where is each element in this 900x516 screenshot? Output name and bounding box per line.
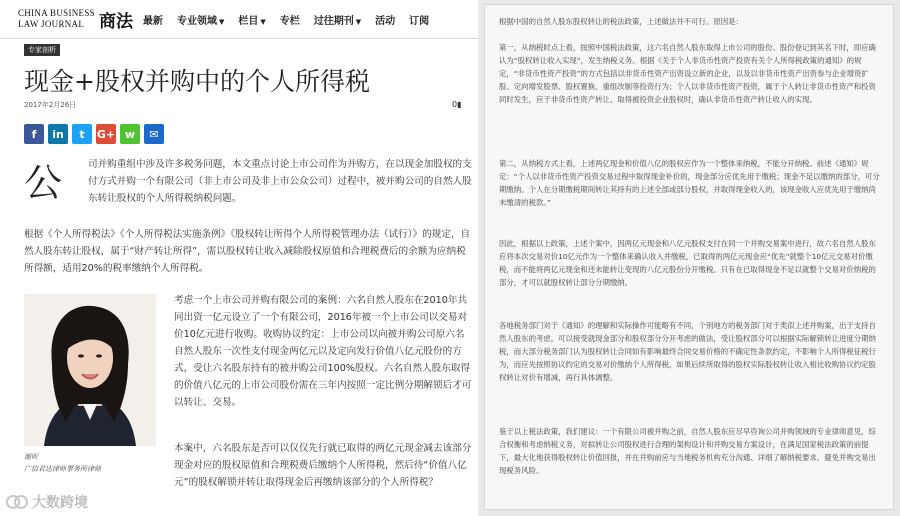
watermark [6,492,88,512]
wechat-share-button[interactable] [120,124,140,144]
linkedin-icon: in [52,127,64,141]
chevron-down-icon: ▼ [355,17,362,26]
right-paragraph-2: 第一，从纳税时点上看，按照中国税法政策，这六名自然人股东取得上市公司的股份、股份登记到其名下时，即应确认为“股权转让收入实现”，发生纳税义务。根据《关于个人非货币性资产投资有关个人所得税政策的通知》的规定，“非货币性资产投资”的方式包括以非货币性资产出资设立新的企业，以及以非货币性资产出资参与企业增资扩股、定向增发股票、股权置换、重组改制等投资行为；个人以非货币性资产投资，属于个人转让非货币性资产和投资同时发生，应于非货币性资产转让、取得被投资企业股权时，确认非货币性资产转让收入的实现。 [499,43,876,104]
site-header [0,0,478,39]
nav-special-column[interactable]: 专栏 [279,15,300,27]
email-icon: ✉ [149,127,159,141]
nav-practice-areas[interactable]: 专业领域 ▼ [176,15,225,27]
nav-events[interactable]: 活动 [375,15,396,27]
logo-line1: CHINA BUSINESS [18,8,95,18]
right-paragraph-6: 鉴于以上税法政策，我们建议：一个有限公司被并购之前，自然人股东应尽早咨询公司并购领域的专业律师意见，综合权衡和考虑纳税义务，对拟转让公司股权进行合理的架构设计和并购交易方案设计，在满足国家税法政策的前提下，最大化地获得股权转让价值回报，并在并购前应与当地税务机构充分沟通、详细了解纳税要求，避免并购交易出现税务风险。 [499,427,876,475]
chevron-down-icon: ▼ [218,17,225,26]
googleplus-share-button[interactable] [96,124,116,144]
article-paragraph-4: 本案中，六名股东是否可以仅仅先行就已取得的两亿元现金减去该部分现金对应的股权原值和合理税费后缴纳个人所得税，然后待“价值八亿元”的股权解锁并转让取得现金后再缴纳该部分的个人所得税？ [174,443,472,488]
site-logo[interactable] [18,7,133,32]
wechat-icon: w [124,127,136,141]
linkedin-share-button[interactable] [48,124,68,144]
page-title: 现金+股权并购中的个人所得税 [24,67,370,96]
comment-count[interactable]: 0▮ [452,100,462,109]
nav-past-issues[interactable]: 过往期刊 ▼ [313,15,362,27]
twitter-icon: t [79,127,85,141]
facebook-share-button[interactable] [24,124,44,144]
right-paragraph-4: 因此，根据以上政策，上述个案中，因两亿元现金和八亿元股权支付在同一个并购交易案中进行，故六名自然人股东应将本次交易对价10亿元作为一个整体来确认收入并缴税，已取得的两亿元现金应“优先”就整个10亿元交易对价缴税，而不能将两亿元现金和还未能转让变现的八亿元股份分开缴税。只有在已取得现金不足以就整个交易对价纳税的部分，才可以就股权转让部分分期缴纳。 [499,239,876,287]
nav-columns[interactable]: 栏目 ▼ [238,15,266,27]
comment-icon: ▮ [457,100,462,109]
article-paragraph-3: 考虑一个上市公司并购有限公司的案例：六名自然人股东在2010年共同出资一亿元设立了一个有限公司，2016年被一个上市公司以交易对价10亿元进行收购。收购协议约定：上市公司以向被并购公司原六名自然人股东一次性支付现金两亿元以及定向发行价值八亿元股份的方式，受让六名股东持有的被并购公司100%股权。六名自然人股东取得的价值八亿元的上市公司股份需在三年内按照一定比例分期解锁后才可以转让、交易。 [174,295,472,408]
watermark-text: 大数跨境 [32,495,88,511]
article-continuation-column [484,4,894,510]
logo-line2: LAW JOURNAL [18,19,85,29]
right-paragraph-1: 根据中国的自然人股东股权转让的税法政策，上述做法并不可行。原因是： [499,17,743,26]
right-paragraph-3: 第二，从纳税方式上看，上述两亿现金和价值八亿的股权应作为一个整体来纳税，不能分开纳税。前述《通知》规定：“个人以非货币性资产投资交易过程中取得现金补价的，现金部分应优先用于缴税；现金不足以缴纳的部分，可分期缴纳。个人在分期缴税期间转让其持有的上述全部或部分股权，并取得现金收入的，该现金收入应优先用于缴纳尚未缴清的税款。” [499,159,880,207]
watermark-logo-icon [6,494,28,510]
facebook-icon: f [31,127,37,141]
drop-cap: 公 [24,161,63,205]
twitter-share-button[interactable] [72,124,92,144]
share-bar [24,124,168,144]
email-share-button[interactable] [144,124,164,144]
nav-latest[interactable]: 最新 [142,15,163,27]
logo-mark: 商法 [98,11,133,32]
right-paragraph-5: 各地税务部门对于《通知》的理解和实际操作可能略有不同，个别地方的税务部门对于类似上述并购案，出于支持自然人股东的考虑，可以接受就现金部分和股权部分分开考虑的做法，受让股权部分可以根据实际解锁转让进度分期纳税，而大部分税务部门认为股权转让合同如有影响最终合同交易价格的不确定性条款约定，不影响个人所得税征税行为，而应先按照协议约定的交易对价缴纳个人所得税，如果后续所取得的股权实际股权转让收入相比收购协议约定股权转让对价有增减，再行具体调整。 [499,321,876,382]
article-paragraph-2: 根据《个人所得税法》《个人所得税法实施条例》《股权转让所得个人所得税管理办法（试行）》的规定，自然人股东转让股权，属于“财产转让所得”，需以股权转让收入减除股权原值和合理税费后的余额为应纳税所得额，适用20%的税率缴纳个人所得税。 [24,229,471,274]
author-portrait-image [24,294,156,446]
photo-caption-org: 广信君达律师事务所律师 [24,465,101,473]
main-nav [143,12,443,27]
category-tag[interactable]: 专家剖析 [24,44,60,56]
googleplus-icon: G+ [96,127,116,141]
photo-caption-name: 谢昕 [24,453,38,461]
article-paragraph-1: 司并购重组中涉及许多税务问题，本文重点讨论上市公司作为并购方，在以现金加股权的支付方式并购一个有限公司（非上市公司及非上市公众公司）过程中，被并购公司的自然人股东转让股权的个人所得税纳税问题。 [88,159,472,204]
author-photo [24,294,156,446]
nav-subscribe[interactable]: 订阅 [409,15,430,27]
chevron-down-icon: ▼ [260,17,266,26]
publish-date: 2017年2月26日 [24,101,77,109]
